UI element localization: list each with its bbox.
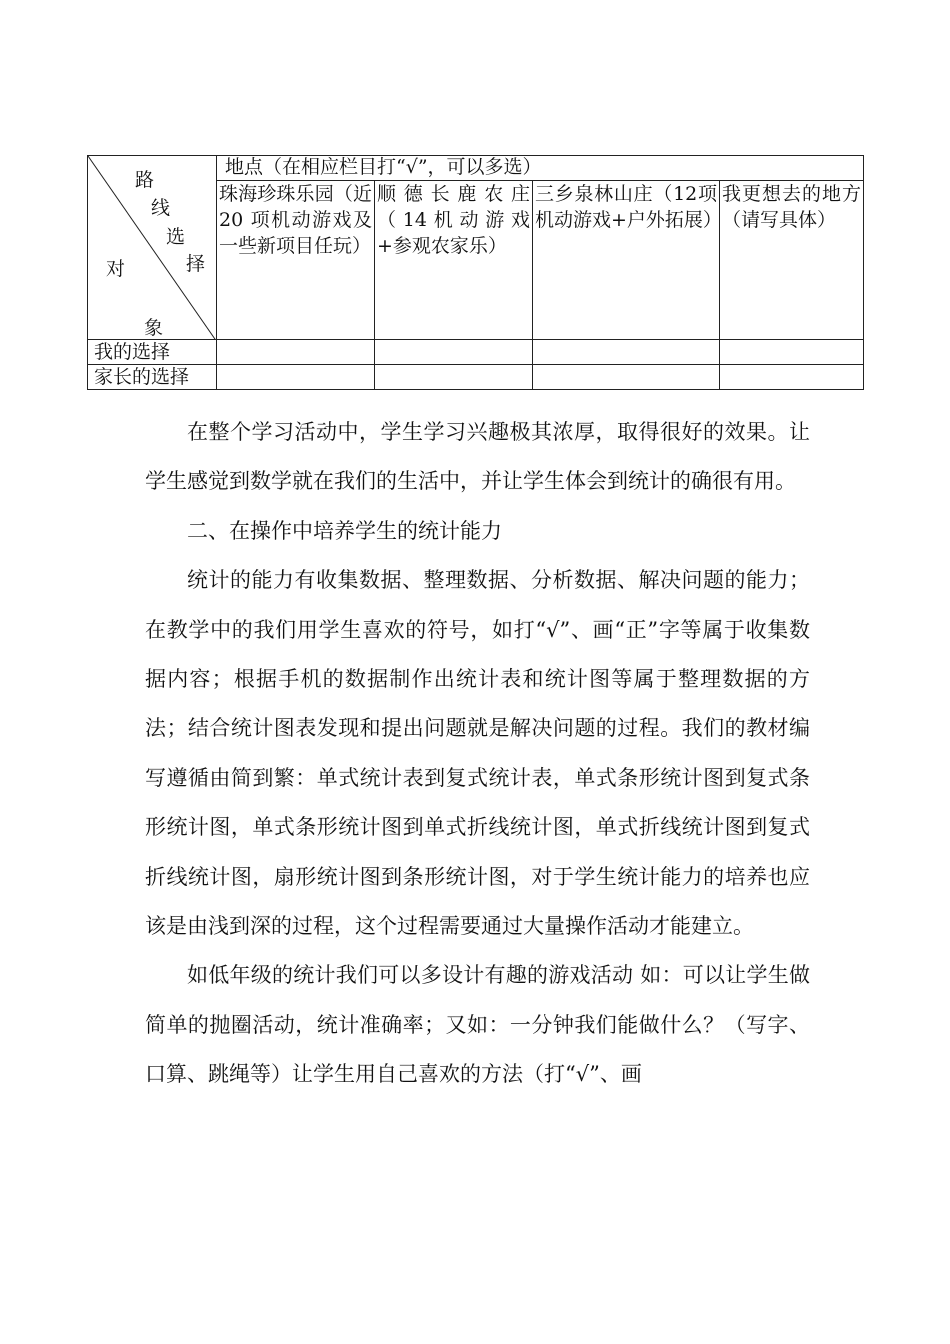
option-desc: （14机动游戏+参观农家乐）	[377, 209, 530, 257]
diag-char: 象	[144, 317, 164, 339]
option-name: 三乡泉林山庄	[535, 183, 654, 205]
answer-cell[interactable]	[217, 365, 375, 390]
section-heading: 二、在操作中培养学生的统计能力	[187, 518, 502, 543]
answer-cell[interactable]	[533, 340, 720, 365]
row-label-my-choice: 我的选择	[88, 340, 217, 365]
option-name: 顺德长鹿农庄	[377, 183, 530, 205]
option-cell	[533, 181, 720, 340]
option-name: 我更想去的地方	[722, 183, 862, 205]
option-desc: （12项机动游戏+户外拓展）	[535, 183, 722, 231]
diag-char: 路	[135, 169, 155, 191]
paragraph: 统计的能力有收集数据、整理数据、分析数据、解决问题的能力；在教学中的我们用学生喜欢的符号，如打“√”、画“正”字等属于收集数据内容；根据手机的数据制作出统计表和统计图等属于整理数据的方法；结合统计图表发现和提出问题就是解决问题的过程。我们的教材编写遵循由简到繁：单式统计表到复式统计表，单式条形统计图到复式条形统计图，单式条形统计图到单式折线统计图，单式折线统计图到复式折线统计图，扇形统计图到条形统计图，对于学生统计能力的培养也应该是由浅到深的过程，这个过程需要通过大量操作活动才能建立。	[145, 568, 810, 939]
diag-char: 线	[151, 197, 171, 219]
option-cell	[217, 181, 375, 340]
table-row	[88, 340, 864, 365]
body-text	[145, 408, 810, 1100]
table-header-row	[88, 156, 864, 181]
diag-char: 对	[106, 258, 126, 280]
paragraph: 如低年级的统计我们可以多设计有趣的游戏活动 如：可以让学生做简单的抛圈活动，统计准确率；又如：一分钟我们能做什么？（写字、口算、跳绳等）让学生用自己喜欢的方法（打“√”、画	[145, 963, 810, 1087]
location-header: 地点（在相应栏目打“√”，可以多选）	[217, 156, 864, 181]
paragraph: 在整个学习活动中，学生学习兴趣极其浓厚，取得很好的效果。让学生感觉到数学就在我们的生活中，并让学生体会到统计的确很有用。	[145, 420, 810, 494]
row-label-parent-choice: 家长的选择	[88, 365, 217, 390]
answer-cell[interactable]	[533, 365, 720, 390]
answer-cell[interactable]	[720, 365, 864, 390]
trip-survey-table	[87, 155, 864, 390]
diag-char: 选	[166, 226, 186, 248]
option-cell	[720, 181, 864, 340]
answer-cell[interactable]	[375, 340, 533, 365]
table-row	[88, 365, 864, 390]
diagonal-header-cell	[88, 156, 217, 340]
answer-cell[interactable]	[720, 340, 864, 365]
option-name: 珠海珍珠乐园	[219, 183, 334, 205]
diag-char: 择	[186, 253, 206, 275]
option-desc: （请写具体）	[722, 209, 837, 231]
option-desc: （近 20 项机动游戏及一些新项目任玩）	[219, 183, 372, 257]
answer-cell[interactable]	[217, 340, 375, 365]
answer-cell[interactable]	[375, 365, 533, 390]
option-cell	[375, 181, 533, 340]
